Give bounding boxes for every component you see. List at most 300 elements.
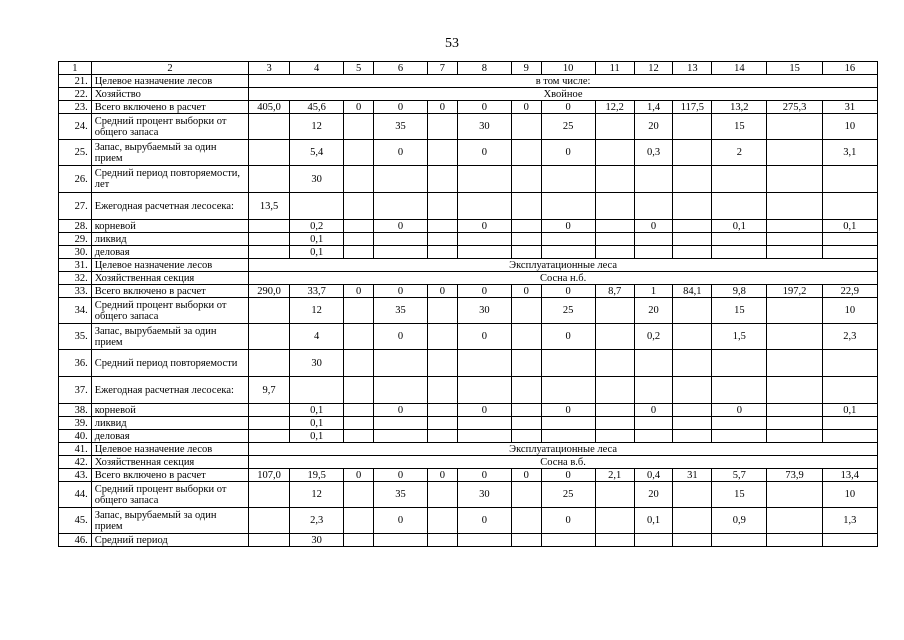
row-label: Ежегодная расчетная лесосека: [91, 377, 248, 404]
row-number: 44. [59, 482, 92, 508]
table-cell [511, 140, 541, 166]
table-cell: 0 [457, 324, 511, 350]
row-number: 26. [59, 166, 92, 193]
row-label: Всего включено в расчет [91, 469, 248, 482]
table-cell: 5,4 [290, 140, 344, 166]
table-cell: 12 [290, 482, 344, 508]
table-cell [767, 377, 822, 404]
table-cell: 0 [541, 220, 595, 233]
table-cell [595, 233, 634, 246]
table-cell [428, 114, 458, 140]
row-label: Средний процент выборки от общего запаса [91, 298, 248, 324]
table-cell: 0,4 [634, 469, 673, 482]
table-cell [428, 220, 458, 233]
table-cell [673, 508, 712, 534]
table-cell: 30 [457, 482, 511, 508]
table-cell [511, 404, 541, 417]
table-cell [595, 350, 634, 377]
table-cell [822, 246, 877, 259]
column-header: 7 [428, 62, 458, 75]
table-cell: 0 [634, 404, 673, 417]
table-cell [595, 534, 634, 547]
table-cell: 31 [673, 469, 712, 482]
table-cell [457, 377, 511, 404]
table-cell [249, 324, 290, 350]
table-cell: 0 [457, 220, 511, 233]
table-cell [767, 534, 822, 547]
table-cell: 12 [290, 114, 344, 140]
column-number-row [59, 62, 878, 75]
table-cell [673, 350, 712, 377]
table-cell [344, 114, 374, 140]
section-value: Эксплуатационные леса [249, 259, 878, 272]
table-cell [767, 298, 822, 324]
row-number: 45. [59, 508, 92, 534]
table-cell [428, 377, 458, 404]
table-cell [712, 233, 767, 246]
row-label: корневой [91, 404, 248, 417]
column-header: 6 [373, 62, 427, 75]
table-cell [673, 430, 712, 443]
row-label: Средний период повторяемости, лет [91, 166, 248, 193]
table-row [59, 324, 878, 350]
table-cell: 30 [290, 534, 344, 547]
table-cell [712, 193, 767, 220]
table-cell: 2,3 [290, 508, 344, 534]
row-number: 46. [59, 534, 92, 547]
table-cell [822, 193, 877, 220]
table-cell: 10 [822, 114, 877, 140]
table-cell: 5,7 [712, 469, 767, 482]
table-cell: 0 [541, 324, 595, 350]
table-cell: 35 [373, 114, 427, 140]
table-cell: 1,3 [822, 508, 877, 534]
table-cell: 0 [457, 140, 511, 166]
table-cell [673, 324, 712, 350]
table-cell [373, 233, 427, 246]
table-cell [767, 246, 822, 259]
table-cell [673, 377, 712, 404]
table-cell [595, 298, 634, 324]
row-number: 25. [59, 140, 92, 166]
table-cell [634, 377, 673, 404]
table-cell [712, 430, 767, 443]
table-cell: 0 [541, 469, 595, 482]
table-cell [428, 430, 458, 443]
table-cell [457, 350, 511, 377]
table-cell: 30 [290, 166, 344, 193]
table-cell [712, 377, 767, 404]
table-cell [822, 377, 877, 404]
table-cell [344, 140, 374, 166]
row-label: Всего включено в расчет [91, 285, 248, 298]
row-label: Ежегодная расчетная лесосека: [91, 193, 248, 220]
table-cell: 0 [541, 404, 595, 417]
table-cell: 0 [511, 285, 541, 298]
table-cell [457, 417, 511, 430]
table-cell: 25 [541, 298, 595, 324]
table-cell: 0 [541, 140, 595, 166]
table-row [59, 456, 878, 469]
column-header: 8 [457, 62, 511, 75]
table-cell [673, 534, 712, 547]
table-cell: 0 [457, 469, 511, 482]
table-cell: 35 [373, 298, 427, 324]
row-number: 30. [59, 246, 92, 259]
table-cell [767, 233, 822, 246]
table-cell [373, 417, 427, 430]
row-label: Средний период повторяемости [91, 350, 248, 377]
table-cell [249, 246, 290, 259]
table-cell: 0 [373, 324, 427, 350]
table-cell: 0 [373, 101, 427, 114]
section-value: в том числе: [249, 75, 878, 88]
table-cell [428, 350, 458, 377]
table-cell [673, 166, 712, 193]
table-cell [511, 417, 541, 430]
table-cell [373, 350, 427, 377]
table-cell: 20 [634, 298, 673, 324]
row-number: 43. [59, 469, 92, 482]
table-cell [511, 430, 541, 443]
table-cell: 0,3 [634, 140, 673, 166]
table-cell [457, 430, 511, 443]
table-cell [344, 404, 374, 417]
table-cell [595, 220, 634, 233]
table-row [59, 114, 878, 140]
table-cell [249, 140, 290, 166]
forest-calc-table [58, 61, 878, 547]
table-cell [822, 534, 877, 547]
table-cell: 0 [712, 404, 767, 417]
table-cell [344, 298, 374, 324]
table-cell [344, 508, 374, 534]
table-cell: 10 [822, 482, 877, 508]
table-cell [541, 246, 595, 259]
table-cell: 0,2 [634, 324, 673, 350]
table-cell [344, 246, 374, 259]
row-label: Средний процент выборки от общего запаса [91, 114, 248, 140]
table-row [59, 508, 878, 534]
table-cell: 0 [457, 404, 511, 417]
table-row [59, 469, 878, 482]
row-label: корневой [91, 220, 248, 233]
table-cell [249, 350, 290, 377]
table-cell: 0,1 [712, 220, 767, 233]
row-number: 28. [59, 220, 92, 233]
table-cell: 2,3 [822, 324, 877, 350]
table-cell: 15 [712, 298, 767, 324]
table-cell [457, 246, 511, 259]
table-row [59, 166, 878, 193]
table-row [59, 404, 878, 417]
table-cell [595, 246, 634, 259]
row-label: Целевое назначение лесов [91, 75, 248, 88]
table-row [59, 75, 878, 88]
table-cell [344, 220, 374, 233]
table-cell [428, 193, 458, 220]
table-cell: 0,1 [822, 220, 877, 233]
table-cell [511, 508, 541, 534]
table-cell [428, 482, 458, 508]
table-cell [249, 417, 290, 430]
table-cell [712, 246, 767, 259]
row-number: 24. [59, 114, 92, 140]
table-cell [511, 350, 541, 377]
table-cell: 20 [634, 114, 673, 140]
row-number: 34. [59, 298, 92, 324]
table-cell: 0 [457, 508, 511, 534]
table-cell [373, 246, 427, 259]
table-cell: 25 [541, 114, 595, 140]
table-cell [373, 193, 427, 220]
row-label: Хозяйство [91, 88, 248, 101]
table-cell [595, 193, 634, 220]
table-cell: 0,9 [712, 508, 767, 534]
table-cell [673, 404, 712, 417]
table-cell: 30 [457, 114, 511, 140]
table-cell: 12 [290, 298, 344, 324]
table-cell: 0 [541, 285, 595, 298]
table-cell [428, 233, 458, 246]
table-cell: 405,0 [249, 101, 290, 114]
table-cell [673, 246, 712, 259]
section-value: Хвойное [249, 88, 878, 101]
table-cell [767, 166, 822, 193]
table-cell [428, 508, 458, 534]
table-cell [344, 417, 374, 430]
table-cell: 35 [373, 482, 427, 508]
table-cell [249, 482, 290, 508]
table-cell [511, 114, 541, 140]
table-row [59, 417, 878, 430]
row-number: 22. [59, 88, 92, 101]
table-cell [428, 324, 458, 350]
section-value: Сосна н.б. [249, 272, 878, 285]
table-cell: 0 [428, 285, 458, 298]
table-cell [428, 417, 458, 430]
table-cell [595, 166, 634, 193]
table-cell [712, 350, 767, 377]
table-cell [249, 430, 290, 443]
table-cell [595, 324, 634, 350]
table-cell [511, 298, 541, 324]
table-cell [822, 430, 877, 443]
column-header: 2 [91, 62, 248, 75]
table-cell [634, 430, 673, 443]
table-cell: 0 [373, 469, 427, 482]
table-cell: 107,0 [249, 469, 290, 482]
table-cell [428, 534, 458, 547]
table-cell: 15 [712, 482, 767, 508]
row-number: 42. [59, 456, 92, 469]
table-cell: 22,9 [822, 285, 877, 298]
table-cell [595, 430, 634, 443]
table-cell [822, 417, 877, 430]
table-cell: 0,1 [634, 508, 673, 534]
row-number: 39. [59, 417, 92, 430]
table-row [59, 350, 878, 377]
table-cell: 290,0 [249, 285, 290, 298]
row-number: 29. [59, 233, 92, 246]
table-cell: 13,5 [249, 193, 290, 220]
column-header: 5 [344, 62, 374, 75]
table-cell: 4 [290, 324, 344, 350]
table-cell [767, 193, 822, 220]
row-label: ликвид [91, 417, 248, 430]
table-cell [541, 233, 595, 246]
table-cell [767, 482, 822, 508]
table-cell: 0 [373, 220, 427, 233]
row-label: Целевое назначение лесов [91, 443, 248, 456]
table-cell [249, 166, 290, 193]
table-cell: 0 [373, 140, 427, 166]
row-number: 31. [59, 259, 92, 272]
table-cell [541, 534, 595, 547]
column-header: 10 [541, 62, 595, 75]
table-cell: 84,1 [673, 285, 712, 298]
table-cell [673, 114, 712, 140]
row-number: 21. [59, 75, 92, 88]
table-row [59, 88, 878, 101]
column-header: 15 [767, 62, 822, 75]
table-cell: 197,2 [767, 285, 822, 298]
table-cell: 0 [634, 220, 673, 233]
row-label: ликвид [91, 233, 248, 246]
table-cell [767, 508, 822, 534]
table-cell [511, 166, 541, 193]
table-cell [511, 534, 541, 547]
table-cell [249, 114, 290, 140]
table-row [59, 430, 878, 443]
table-cell [457, 166, 511, 193]
row-number: 32. [59, 272, 92, 285]
table-cell: 0 [428, 469, 458, 482]
table-cell: 0 [541, 508, 595, 534]
table-cell [511, 246, 541, 259]
table-cell [673, 220, 712, 233]
row-label: Всего включено в расчет [91, 101, 248, 114]
table-cell [373, 377, 427, 404]
table-cell [344, 430, 374, 443]
table-cell: 10 [822, 298, 877, 324]
table-cell [634, 193, 673, 220]
table-cell [511, 220, 541, 233]
table-cell [541, 377, 595, 404]
table-cell [822, 233, 877, 246]
table-cell [595, 404, 634, 417]
row-label: Средний процент выборки от общего запаса [91, 482, 248, 508]
table-cell: 0 [428, 101, 458, 114]
table-cell [595, 508, 634, 534]
table-cell [428, 298, 458, 324]
table-cell: 117,5 [673, 101, 712, 114]
table-cell [673, 140, 712, 166]
table-cell [595, 417, 634, 430]
table-cell [712, 534, 767, 547]
table-cell: 8,7 [595, 285, 634, 298]
table-cell: 0 [344, 285, 374, 298]
table-cell: 0 [373, 404, 427, 417]
column-header: 3 [249, 62, 290, 75]
table-cell [767, 404, 822, 417]
table-cell: 13,2 [712, 101, 767, 114]
table-cell [595, 377, 634, 404]
column-header: 13 [673, 62, 712, 75]
table-cell [344, 377, 374, 404]
table-row [59, 285, 878, 298]
table-row [59, 140, 878, 166]
row-number: 37. [59, 377, 92, 404]
column-header: 1 [59, 62, 92, 75]
table-row [59, 220, 878, 233]
table-cell: 73,9 [767, 469, 822, 482]
table-cell [457, 233, 511, 246]
table-cell [673, 233, 712, 246]
table-cell [541, 417, 595, 430]
table-cell [767, 140, 822, 166]
table-cell [344, 324, 374, 350]
column-header: 16 [822, 62, 877, 75]
table-cell: 0,2 [290, 220, 344, 233]
column-header: 11 [595, 62, 634, 75]
table-cell [511, 233, 541, 246]
table-cell [595, 140, 634, 166]
table-cell: 12,2 [595, 101, 634, 114]
table-cell: 0 [373, 508, 427, 534]
table-cell [767, 324, 822, 350]
table-cell [673, 298, 712, 324]
table-cell [634, 350, 673, 377]
table-cell [712, 417, 767, 430]
table-cell [344, 534, 374, 547]
table-row [59, 298, 878, 324]
column-header: 14 [712, 62, 767, 75]
table-cell [673, 417, 712, 430]
table-cell [290, 377, 344, 404]
table-cell: 13,4 [822, 469, 877, 482]
table-cell [373, 430, 427, 443]
table-cell [373, 534, 427, 547]
table-cell: 0,1 [290, 246, 344, 259]
table-cell: 0,1 [290, 417, 344, 430]
row-label: Запас, вырубаемый за один прием [91, 508, 248, 534]
table-cell: 31 [822, 101, 877, 114]
table-cell [767, 114, 822, 140]
table-cell: 3,1 [822, 140, 877, 166]
table-cell: 0 [541, 101, 595, 114]
table-cell: 9,7 [249, 377, 290, 404]
table-cell [428, 140, 458, 166]
table-cell [344, 193, 374, 220]
table-cell [249, 508, 290, 534]
table-cell [822, 166, 877, 193]
table-cell [249, 534, 290, 547]
column-header: 12 [634, 62, 673, 75]
table-cell [595, 114, 634, 140]
table-cell [595, 482, 634, 508]
table-cell: 45,6 [290, 101, 344, 114]
table-cell [767, 220, 822, 233]
table-cell [249, 220, 290, 233]
row-number: 27. [59, 193, 92, 220]
table-cell [373, 166, 427, 193]
row-number: 40. [59, 430, 92, 443]
table-cell [634, 246, 673, 259]
table-cell: 19,5 [290, 469, 344, 482]
table-cell: 1 [634, 285, 673, 298]
table-cell [428, 166, 458, 193]
